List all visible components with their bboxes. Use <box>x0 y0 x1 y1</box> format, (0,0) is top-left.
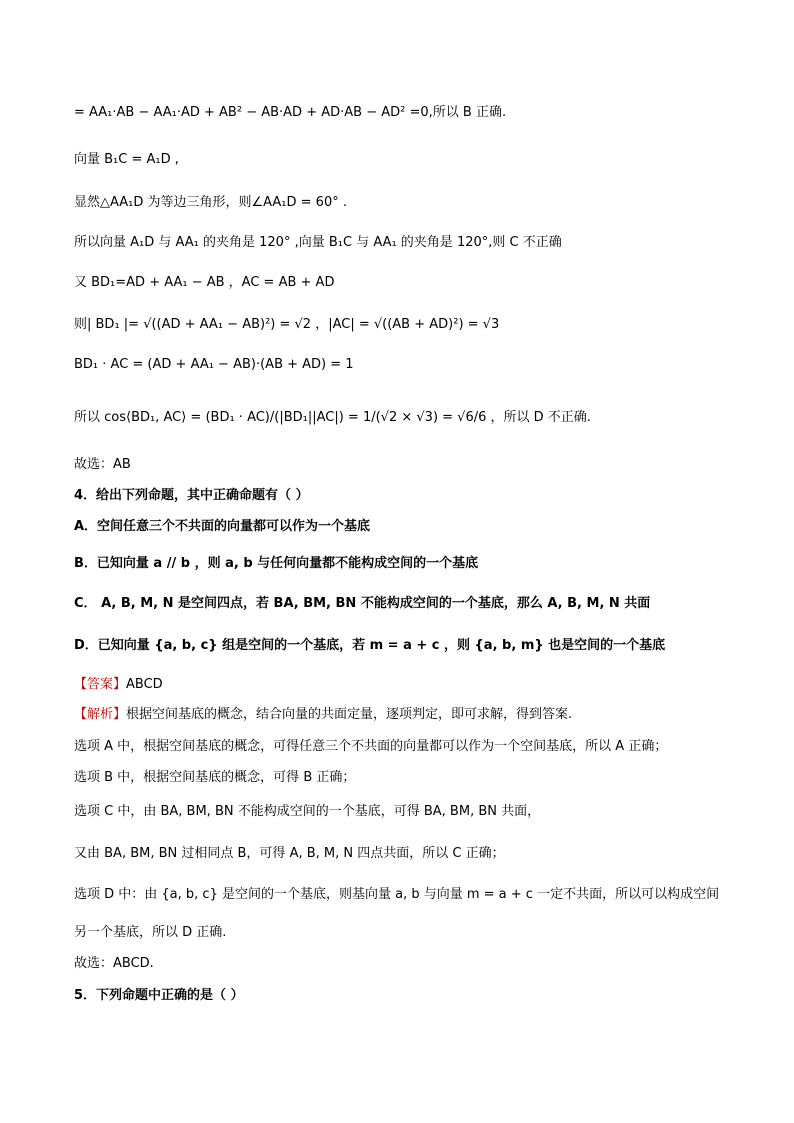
line-text: 选项 A 中，根据空间基底的概念，可得任意三个不共面的向量都可以作为一个空间基底，所以 A 正确； <box>74 739 668 754</box>
text-line-l13 <box>74 768 355 788</box>
text-line-l8 <box>74 408 591 428</box>
line-text: 则| BD₁ |= √((AD + AA₁ − AB)²) = √2 ，|AC| = √((AB + AD)²) = √3 <box>74 317 500 332</box>
text-line-l15 <box>74 844 505 864</box>
text-line-l18 <box>74 954 154 974</box>
line-text: 所以向量 A₁D 与 AA₁ 的夹角是 120° ,向量 B₁C 与 AA₁ 的夹角是 120°,则 C 不正确 <box>74 235 562 250</box>
text-line-qb <box>74 554 478 574</box>
text-line-l7 <box>74 355 354 375</box>
text-line-l17 <box>74 923 226 943</box>
text-line-l3 <box>74 193 347 213</box>
line-text: ABCD <box>126 677 163 692</box>
section-tag: 【解析】 <box>74 707 127 722</box>
line-text: 又由 BA, BM, BN 过相同点 B，可得 A, B, M, N 四点共面，所以 C 正确； <box>74 846 505 861</box>
line-text: 显然△AA₁D 为等边三角形，则∠AA₁D = 60° . <box>74 195 347 210</box>
text-line-l2 <box>74 150 179 170</box>
line-text: 4．给出下列命题，其中正确命题有（ ） <box>74 488 309 503</box>
line-text: 故选：ABCD. <box>74 956 154 971</box>
text-line-l14 <box>74 802 540 822</box>
text-line-q4 <box>74 486 309 506</box>
line-text: 另一个基底，所以 D 正确. <box>74 925 227 940</box>
text-line-l6 <box>74 315 499 335</box>
line-text: 又 BD₁=AD + AA₁ − AB ，AC = AB + AD <box>74 275 335 290</box>
text-line-q5 <box>74 986 244 1006</box>
line-text: 根据空间基底的概念，结合向量的共面定量，逐项判定，即可求解，得到答案. <box>126 707 573 722</box>
text-line-l5 <box>74 273 334 293</box>
line-text: 选项 B 中，根据空间基底的概念，可得 B 正确； <box>74 770 356 785</box>
text-line-qa <box>74 517 370 537</box>
line-text: 所以 cos⟨BD₁, AC⟩ = (BD₁ · AC)/(|BD₁||AC|) = 1/(√2 × √3) = √6/6 ，所以 D 不正确. <box>74 410 591 425</box>
line-text: A．空间任意三个不共面的向量都可以作为一个基底 <box>74 519 371 534</box>
text-line-l11 <box>74 705 572 725</box>
text-line-l4 <box>74 233 562 253</box>
line-text: C． A, B, M, N 是空间四点，若 BA, BM, BN 不能构成空间的一个基底，那么 A, B, M, N 共面 <box>74 596 651 611</box>
line-text: D．已知向量 {a, b, c} 组是空间的一个基底，若 m = a + c ，则 {a, b, m} 也是空间的一个基底 <box>74 638 666 653</box>
text-line-l9 <box>74 455 131 475</box>
line-text: B．已知向量 a // b ，则 a, b 与任何向量都不能构成空间的一个基底 <box>74 556 479 571</box>
text-line-qd <box>74 636 665 656</box>
line-text: 向量 B₁C = A₁D , <box>74 152 179 167</box>
text-line-l16 <box>74 885 719 905</box>
text-line-qc <box>74 594 650 614</box>
line-text: 故选：AB <box>74 457 131 472</box>
line-text: 选项 D 中：由 {a, b, c} 是空间的一个基底，则基向量 a, b 与向量 m = a + c 一定不共面，所以可以构成空间 <box>74 887 720 902</box>
line-text: 选项 C 中，由 BA, BM, BN 不能构成空间的一个基底，可得 BA, BM, BN 共面， <box>74 804 541 819</box>
text-line-l12 <box>74 737 667 757</box>
line-text: 5．下列命题中正确的是（ ） <box>74 988 244 1003</box>
line-text: = AA₁·AB − AA₁·AD + AB² − AB·AD + AD·AB − AD² =0,所以 B 正确. <box>74 105 507 120</box>
text-line-l1 <box>74 103 506 123</box>
text-line-l10 <box>74 675 163 695</box>
line-text: BD₁ · AC = (AD + AA₁ − AB)·(AB + AD) = 1 <box>74 357 354 372</box>
section-tag: 【答案】 <box>74 677 127 692</box>
